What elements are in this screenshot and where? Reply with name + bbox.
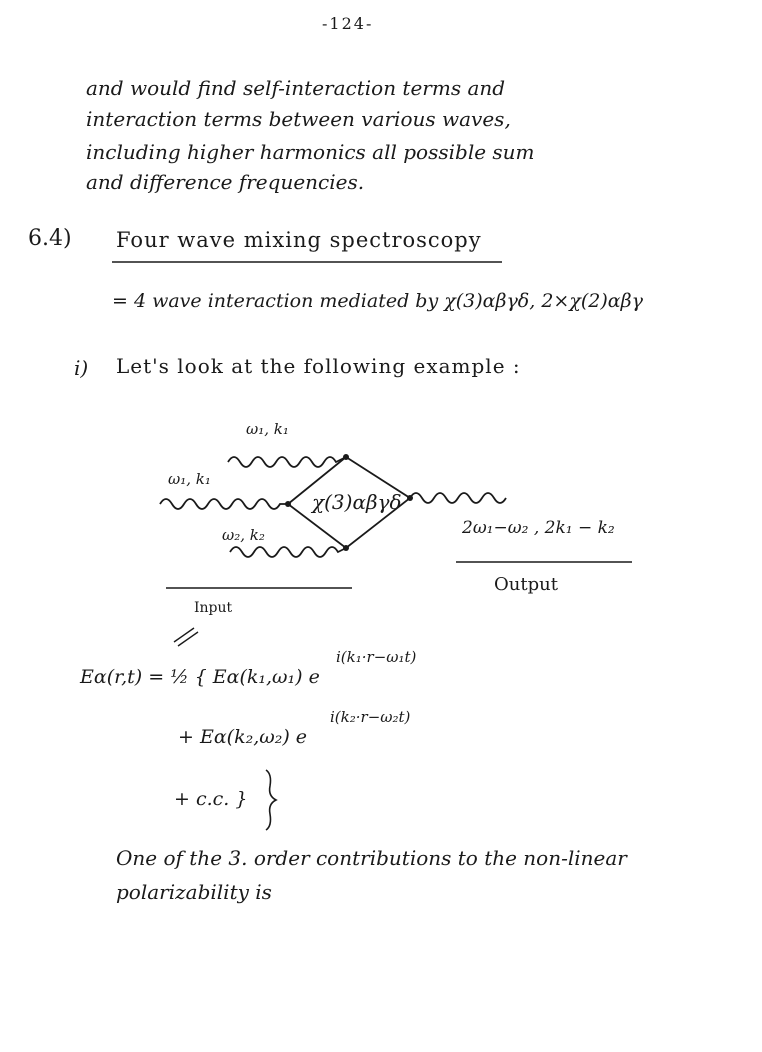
equation-line-2: + Eα(k₂,ω₂) e bbox=[178, 726, 308, 748]
paragraph-line-1: and would find self-interaction terms and bbox=[86, 76, 506, 100]
closing-brace bbox=[266, 770, 276, 830]
example-intro: Let's look at the following example : bbox=[116, 354, 521, 378]
paragraph-line-3: including higher harmonics all possible sum bbox=[86, 140, 535, 164]
wave-output bbox=[410, 493, 506, 503]
wave-left bbox=[160, 499, 288, 509]
conclusion-line-2: polarizability is bbox=[116, 880, 272, 904]
page-number: -124- bbox=[322, 14, 374, 33]
slash-mark-2 bbox=[178, 632, 198, 646]
equation-line-3: + c.c. } bbox=[174, 788, 248, 810]
wave-top-label: ω₁, k₁ bbox=[246, 420, 289, 438]
wave-top bbox=[228, 457, 346, 467]
susceptibility-label: χ(3)αβγδ bbox=[312, 490, 402, 514]
example-numeral: i) bbox=[74, 356, 89, 380]
section-number: 6.4) bbox=[28, 226, 72, 251]
output-wave-label: 2ω₁−ω₂ , 2k₁ − k₂ bbox=[462, 518, 615, 538]
section-definition: = 4 wave interaction mediated by χ(3)αβγδ, 2×χ(2)αβγ bbox=[112, 290, 643, 312]
paragraph-line-2: interaction terms between various waves, bbox=[86, 107, 511, 131]
wave-left-label: ω₁, k₁ bbox=[168, 470, 211, 488]
input-label: Input bbox=[194, 600, 233, 616]
wave-bottom-label: ω₂, k₂ bbox=[222, 526, 265, 544]
conclusion-line-1: One of the 3. order contributions to the non-linear bbox=[116, 846, 627, 870]
equation-exponent-2: i(k₂·r−ω₂t) bbox=[330, 708, 411, 726]
equation-exponent-1: i(k₁·r−ω₁t) bbox=[336, 648, 417, 666]
wave-bottom bbox=[230, 547, 346, 557]
section-title: Four wave mixing spectroscopy bbox=[116, 228, 482, 252]
equation-line-1: Eα(r,t) = ½ { Eα(k₁,ω₁) e bbox=[80, 666, 320, 688]
slash-mark-1 bbox=[174, 628, 194, 642]
paragraph-line-4: and difference frequencies. bbox=[86, 170, 365, 194]
output-label: Output bbox=[494, 574, 558, 595]
